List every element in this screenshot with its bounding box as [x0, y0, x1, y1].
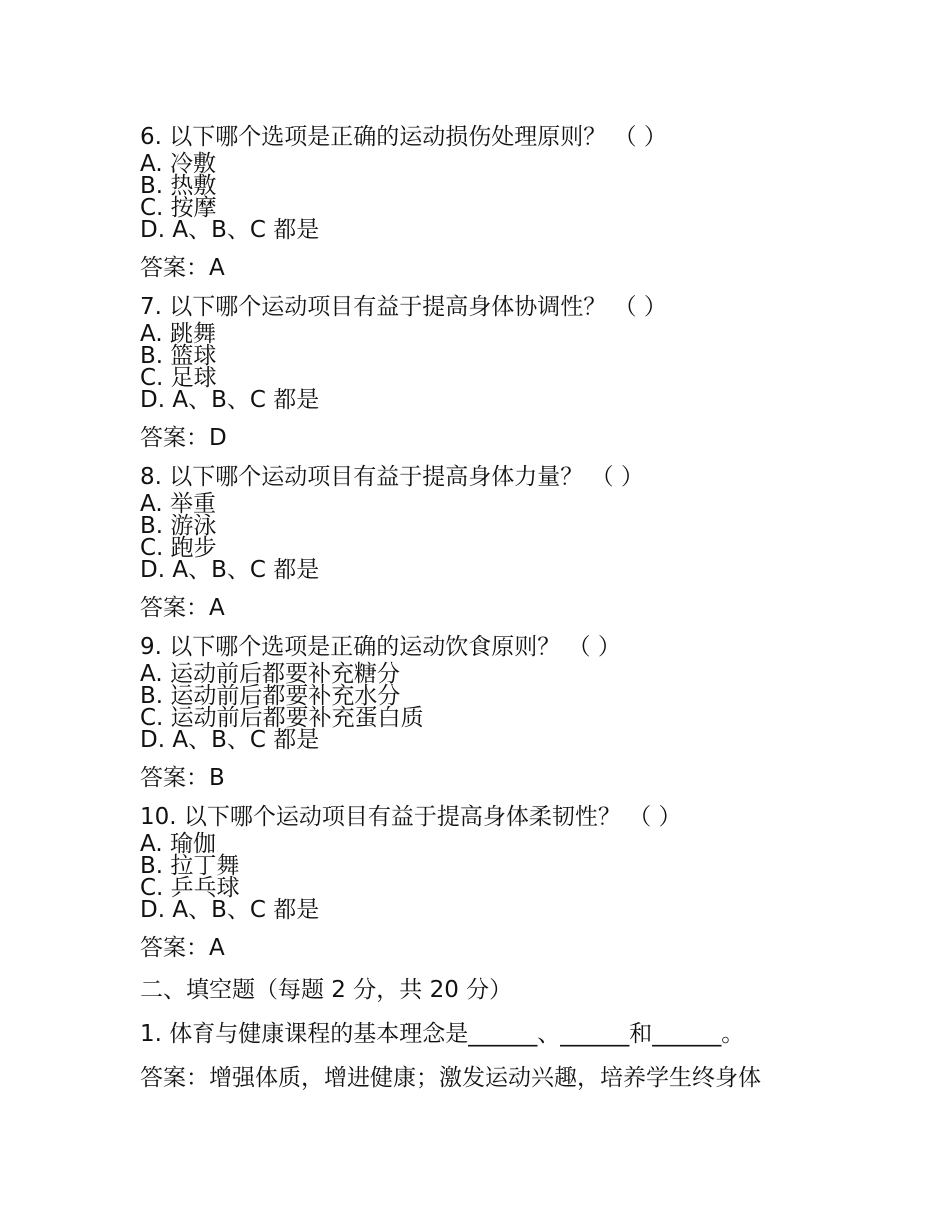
option-b: B. 热敷	[140, 173, 217, 199]
question-title: 9. 以下哪个选项是正确的运动饮食原则？ （ ）	[140, 634, 621, 660]
answer-text: 答案：A	[140, 255, 225, 281]
option-a: A. 冷敷	[140, 151, 216, 177]
option-a: A. 跳舞	[140, 321, 216, 347]
option-a: A. 运动前后都要补充糖分	[140, 661, 400, 687]
question-title: 7. 以下哪个运动项目有益于提高身体协调性？ （ ）	[140, 294, 667, 320]
option-a: A. 举重	[140, 491, 216, 517]
option-b: B. 运动前后都要补充水分	[140, 683, 401, 709]
option-d: D. A、B、C 都是	[140, 217, 320, 243]
fill-in-question: 1. 体育与健康课程的基本理念是______、______和______。	[140, 1021, 745, 1047]
question-9	[140, 636, 840, 792]
option-c: C. 按摩	[140, 195, 217, 221]
answer-text: 答案：D	[140, 425, 227, 451]
question-title: 6. 以下哪个选项是正确的运动损伤处理原则？ （ ）	[140, 124, 667, 150]
document-content	[140, 126, 840, 1092]
option-c: C. 乒乓球	[140, 875, 240, 901]
option-d: D. A、B、C 都是	[140, 897, 320, 923]
option-c: C. 足球	[140, 365, 217, 391]
question-7	[140, 296, 840, 452]
option-c: C. 跑步	[140, 535, 217, 561]
question-title: 8. 以下哪个运动项目有益于提高身体力量？ （ ）	[140, 464, 644, 490]
option-b: B. 拉丁舞	[140, 853, 240, 879]
option-a: A. 瑜伽	[140, 831, 216, 857]
section-heading: 二、填空题（每题 2 分，共 20 分）	[140, 977, 513, 1003]
question-title: 10. 以下哪个运动项目有益于提高身体柔韧性？ （ ）	[140, 804, 682, 830]
question-8	[140, 466, 840, 622]
option-c: C. 运动前后都要补充蛋白质	[140, 705, 424, 731]
option-d: D. A、B、C 都是	[140, 387, 320, 413]
question-10	[140, 806, 840, 962]
option-d: D. A、B、C 都是	[140, 727, 320, 753]
option-b: B. 游泳	[140, 513, 217, 539]
option-b: B. 篮球	[140, 343, 217, 369]
answer-text: 答案：B	[140, 765, 225, 791]
option-d: D. A、B、C 都是	[140, 557, 320, 583]
fill-in-answer: 答案：增强体质，增进健康；激发运动兴趣，培养学生终身体	[140, 1065, 761, 1091]
answer-text: 答案：A	[140, 595, 225, 621]
answer-text: 答案：A	[140, 935, 225, 961]
question-6	[140, 126, 840, 282]
